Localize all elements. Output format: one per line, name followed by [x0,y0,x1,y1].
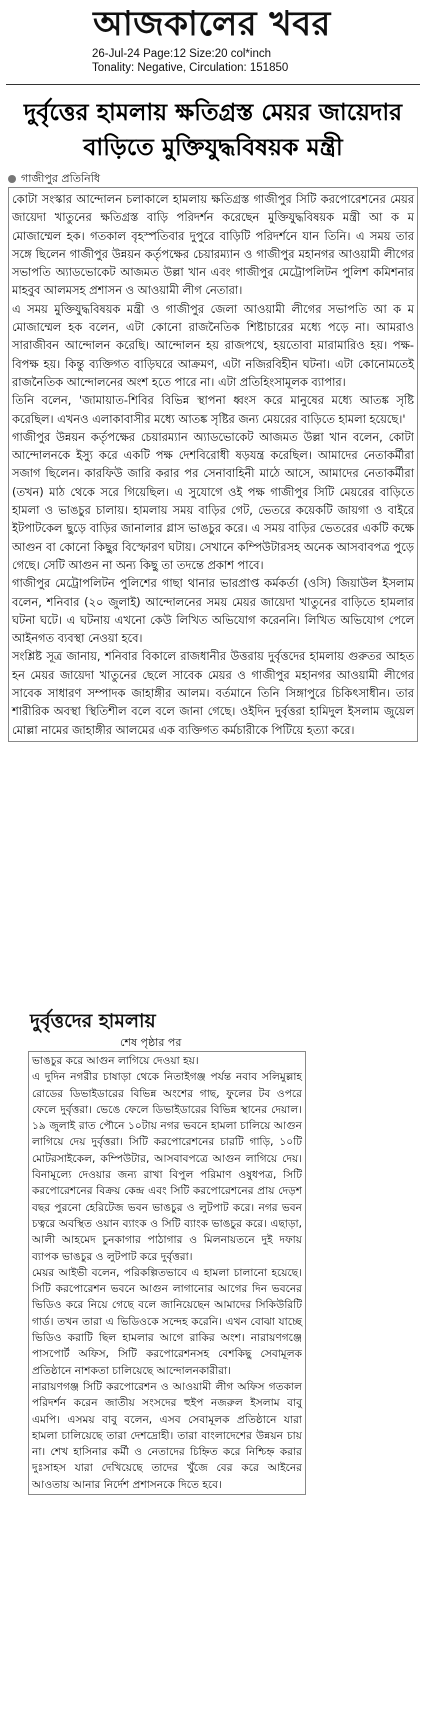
article-paragraph: গাজীপুর মেট্রোপলিটন পুলিশের গাছা থানার ভারপ্রাপ্ত কর্মকর্তা (ওসি) জিয়াউল ইসলাম বলেন, শনিবার (২০ জুলাই) আন্দোলনের সময় মেয়র জায়েদা খাতুনের বাড়িতে হামলার ঘটনা ঘটে। এ ঘটনায় এখনো কেউ লিখিত অভিযোগ করেননি। লিখিত অভিযোগ পেলে আইনগত ব্যবস্থা নেওয়া হবে। [12,576,414,646]
headline-line-1: দুর্বৃত্তের হামলায় ক্ষতিগ্রস্ত মেয়র জায়েদার [23,98,403,126]
article-paragraph: কোটা সংস্কার আন্দোলন চলাকালে হামলায় ক্ষতিগ্রস্ত গাজীপুর সিটি করপোরেশনের মেয়র জায়েদা খাতুনের ক্ষতিগ্রস্ত বাড়ি পরিদর্শন করেছেন মুক্তিযুদ্ধবিষয়ক মন্ত্রী আ ক ম মোজাম্মেল হক। গতকাল বৃহস্পতিবার দুপুরে বাড়িটি পরিদর্শনে যান তিনি। এ সময় তার সঙ্গে ছিলেন গাজীপুর উন্নয়ন কর্তৃপক্ষের চেয়ারম্যান ও গাজীপুর মহানগর আওয়ামী লীগের সভাপতি অ্যাডভোকেট আজমত উল্লা খান এবং গাজীপুর মেট্রোপলিটন পুলিশ কমিশনার মাহবুব আলমসহ প্রশাসন ও আওয়ামী লীগ নেতারা। [12,192,414,298]
newspaper-masthead: আজকালের খবর [93,4,331,44]
bullet-icon [8,175,16,183]
article-paragraph: সংশ্লিষ্ট সূত্র জানায়, শনিবার বিকালে রাজধানীর উত্তরায় দুর্বৃত্তদের হামলায় গুরুতর আহত হন মেয়র জায়েদা খাতুনের ছেলে সাবেক মেয়র ও গাজীপুর মহানগর আওয়ামী লীগের সাবেক সাধারণ সম্পাদক জাহাঙ্গীর আলম। বর্তমানে তিনি সিঙ্গাপুরে চিকিৎসাধীন। তার শারীরিক অবস্থা স্থিতিশীল বলে বলে জানা গেছে। ওইদিন দুর্বৃত্তরা হামিদুল ইসলাম জুয়েল মোল্লা নামের জাহাঙ্গীর আলমের এক ব্যক্তিগত কর্মচারীকে পিটিয়ে হত্যা করে। [12,649,414,737]
article-paragraph: নারায়ণগঞ্জ সিটি করপোরেশন ও আওয়ামী লীগ অফিস গতকাল পরিদর্শন করেন জাতীয় সংসদের হুইপ নজরুল ইসলাম বাবু এমপি। এসময় বাবু বলেন, এসব সেবামূলক প্রতিষ্ঠানে যারা হামলা চালিয়েছে তারা দেশদ্রোহী। তারা বাংলাদেশের উন্নয়ন চায় না। শেখ হাসিনার কর্মী ও নেতাদের চিহ্নিত করে নিশ্চিহ্ন করার দুঃসাহস যারা দেখিয়েছে তাদের খুঁজে বের করে আইনের আওতায় আনার নির্দেশ প্রশাসনকে দিতে হবে। [32,1380,302,1491]
byline [8,172,100,186]
clipping-metadata [92,47,288,75]
top-divider [6,84,420,85]
continued-from-label: শেষ পৃষ্ঠার পর [120,1036,182,1049]
article-body [8,187,418,742]
article-paragraph: তিনি বলেন, 'জামায়াত-শিবির বিভিন্ন স্থাপনা ধ্বংস করে মানুষের মধ্যে আতঙ্ক সৃষ্টি করেছিল। এখনও এলাকাবাসীর মধ্যে আতঙ্ক সৃষ্টির জন্য মেয়রের বাড়িতে হামলা হয়েছে।' [12,393,414,426]
article-paragraph: ভাঙচুর করে আগুন লাগিয়ে দেওয়া হয়। [32,1055,199,1067]
tonality-circulation: Tonality: Negative, Circulation: 151850 [92,62,289,74]
article-paragraph: মেয়র আইভী বলেন, পরিকল্পিতভাবে এ হামলা চালানো হয়েছে। সিটি করপোরেশন ভবনে আগুন লাগানোর আগের দিন ভবনের ভিডিও করে নিয়ে গেছে বলে জানিয়েছেন আমাদের সিকিউরিটি গার্ড। তখন তারা এ ভিডিওকে সন্দেহ করেনি। এখন বোঝা যাচ্ছে ভিডিও করাটি ছিল হামলার আগে রাকির অংশ। নারায়ণগঞ্জে পাসপোর্ট অফিস, সিটি করপোরেশনসহ বেশকিছু সেবামূলক প্রতিষ্ঠানে নাশকতা চালিয়েছে আন্দোলনকারীরা। [32,1266,302,1377]
continued-article-body [28,1051,306,1495]
headline [8,95,418,165]
article-paragraph: গাজীপুর উন্নয়ন কর্তৃপক্ষের চেয়ারম্যান অ্যাডভোকেট আজমত উল্লা খান বলেন, কোটা আন্দোলনকে ইস্যু করে একটি পক্ষ দেশবিরোধী ষড়যন্ত্র করেছিল। আমাদের নেতাকর্মীরা সজাগ ছিলেন। কারফিউ জারি করার পর সেনাবাহিনী মাঠে আসে, আমাদের নেতাকর্মীরা (তখন) মাঠ থেকে সরে গিয়েছিল। এ সুযোগে ওই পক্ষ গাজীপুর সিটি মেয়রের বাড়িতে হামলা ও ভাঙচুর চালায়। হামলায় সময় বাড়ির গেট, ভেতরে কয়েকটি জায়গা ও বাইরে ইটপাটকেল ছুড়ে বাড়ির জানালার গ্লাস ভাঙচুর করে। এ সময় বাড়ির ভেতরের একটি কক্ষে আগুন বা কোনো কিছুর বিস্ফোরণ ঘটায়। সেখানে কম্পিউটারসহ অনেক আসবাবপত্র পুড়ে গেছে। সেটি আগুন না অন্য কিছু তা তদন্তে প্রকাশ পাবে। [12,429,414,572]
article-paragraph: এ দুদিন নগরীর চাষাড়া থেকে নিতাইগঞ্জ পর্যন্ত নবাব সলিমুল্লাহ রোডের ডিভাইডারের বিভিন্ন অংশের গাছ, ফুলের টব ওপরে ফেলে দুর্বৃত্তরা। ভেঙে ফেলে ডিভাইডারের বিভিন্ন স্থানের দেয়াল। ১৯ জুলাই রাত পৌনে ১০টায় নগর ভবনে হামলা চালিয়ে আগুন লাগিয়ে দেয় দুর্বৃত্তরা। সিটি করপোরেশনের চারটি গাড়ি, ১০টি মোটরসাইকেল, কম্পিউটার, আসবাবপত্রে আগুন লাগিয়ে দেয়। বিনামূল্যে দেওয়ার জন্য রাখা বিপুল পরিমাণ ওষুধপত্র, সিটি করপোরেশনের বিক্রয় কেন্দ্র এবং সিটি করপোরেশনের প্রায় দেড়শ বছর পুরনো হেরিটেজ ভবন ভাঙচুর ও লুটপাট করে। নগর ভবন চত্বরে অবস্থিত ওয়ান ব্যাংক ও সিটি ব্যাংক ভাঙচুর করে। এছাড়া, আলী আহমেদ চুনকাগার পাঠাগার ও মিলনায়তনে দুই দফায় ব্যাপক ভাঙচুর ও লুটপাট করে দুর্বৃত্তরা। [32,1071,302,1263]
headline-line-2: বাড়িতে মুক্তিযুদ্ধবিষয়ক মন্ত্রী [83,133,343,161]
date-page-size: 26-Jul-24 Page:12 Size:20 col*inch [92,48,272,60]
article-paragraph: এ সময় মুক্তিযুদ্ধবিষয়ক মন্ত্রী ও গাজীপুর জেলা আওয়ামী লীগের সভাপতি আ ক ম মোজাম্মেল হক বলেন, এটা কোনো রাজনৈতিক শিষ্টাচারের মধ্যে পড়ে না। আমরাও সারাজীবন আন্দোলন করেছি। আন্দোলন হয় রাজপথে, হয়তোবা মারামারিও হয়। পক্ষ-বিপক্ষ হয়। কিন্তু ব্যক্তিগত বাড়িঘরে আক্রমণ, এটা নজিরবিহীন ঘটনা। এটা কোনোমতেই রাজনৈতিক আন্দোলনের অংশ হতে পারে না। এটা প্রতিহিংসামূলক ব্যাপার। [12,301,414,389]
continued-article-title: দুর্বৃত্তদের হামলায় [30,1010,156,1032]
byline-text: গাজীপুর প্রতিনিধি [21,172,101,185]
